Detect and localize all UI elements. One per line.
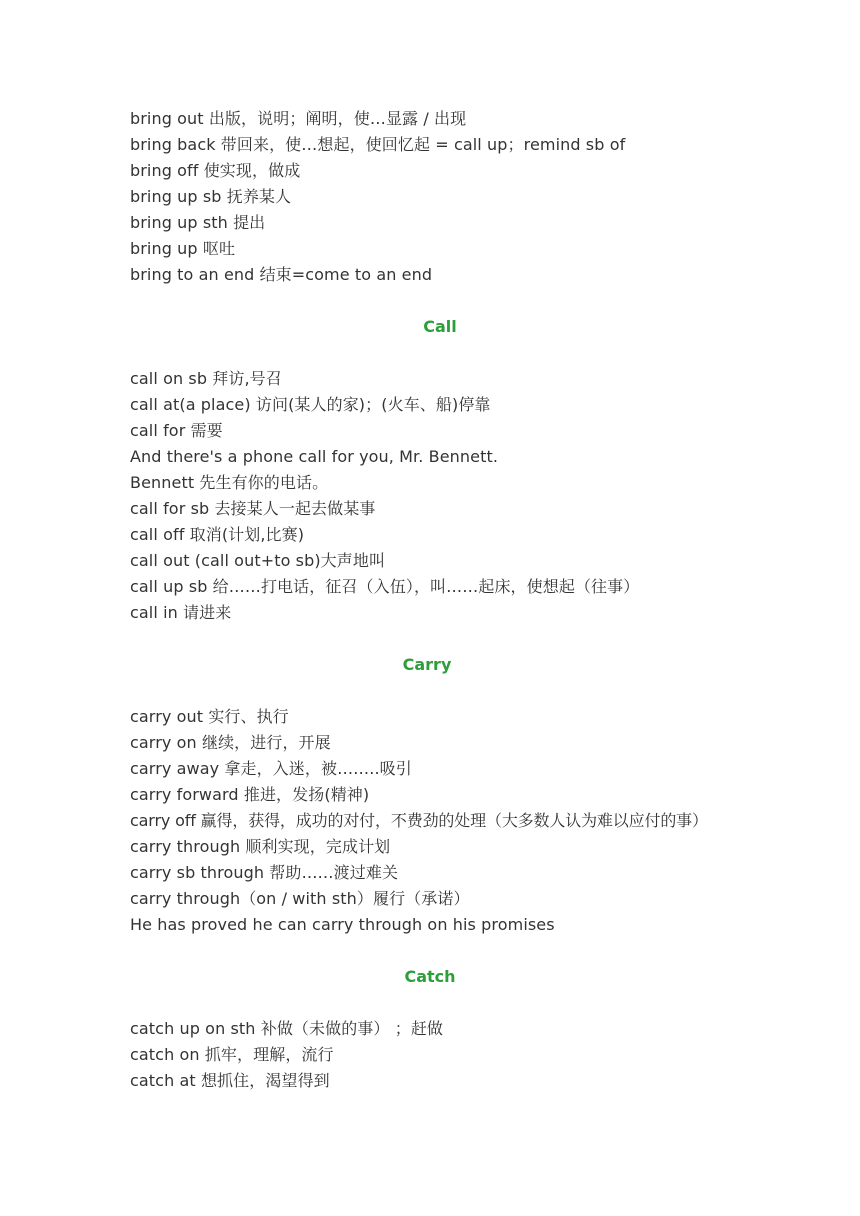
phrase-list-catch bbox=[130, 1016, 770, 1094]
phrase-line: bring back 带回来，使…想起，使回忆起 = call up；remind sb of bbox=[130, 135, 626, 154]
example-translation: Bennett 先生有你的电话。 bbox=[130, 473, 329, 492]
phrase-line: catch on 抓牢，理解，流行 bbox=[130, 1045, 334, 1064]
phrase-line: carry through 顺利实现，完成计划 bbox=[130, 837, 391, 856]
section-heading-catch: Catch bbox=[404, 967, 456, 986]
section-heading-carry: Carry bbox=[402, 655, 452, 674]
phrase-line: call at(a place) 访问(某人的家)；(火车、船)停靠 bbox=[130, 395, 491, 414]
phrase-line: carry forward 推进，发扬(精神) bbox=[130, 785, 370, 804]
phrase-line: call out (call out+to sb)大声地叫 bbox=[130, 551, 386, 570]
phrase-line: call in 请进来 bbox=[130, 603, 232, 622]
phrase-line: catch at 想抓住，渴望得到 bbox=[130, 1071, 330, 1090]
phrase-line: bring up sth 提出 bbox=[130, 213, 266, 232]
phrase-line: bring up 呕吐 bbox=[130, 239, 236, 258]
example-sentence: And there's a phone call for you, Mr. Bennett. bbox=[130, 447, 499, 466]
phrase-line: call for sb 去接某人一起去做某事 bbox=[130, 499, 376, 518]
phrase-line: bring off 使实现，做成 bbox=[130, 161, 301, 180]
phrase-line: call for 需要 bbox=[130, 421, 223, 440]
phrase-line: call on sb 拜访,号召 bbox=[130, 369, 282, 388]
phrase-list-carry bbox=[130, 704, 770, 938]
phrase-line: bring out 出版，说明；阐明，使…显露 / 出现 bbox=[130, 109, 467, 128]
phrase-line: carry off 赢得，获得，成功的对付，不费劲的处理（大多数人认为难以应付的事） bbox=[130, 811, 708, 830]
phrase-line: carry sb through 帮助……渡过难关 bbox=[130, 863, 399, 882]
phrase-line: call off 取消(计划,比赛) bbox=[130, 525, 305, 544]
phrase-list-intro bbox=[130, 106, 770, 288]
section-heading-call: Call bbox=[423, 317, 457, 336]
phrase-line: carry away 拿走，入迷，被……..吸引 bbox=[130, 759, 412, 778]
phrase-line: carry out 实行、执行 bbox=[130, 707, 289, 726]
phrase-line: bring to an end 结束=come to an end bbox=[130, 265, 433, 284]
phrase-list-call bbox=[130, 366, 770, 626]
phrase-line: carry on 继续，进行，开展 bbox=[130, 733, 331, 752]
phrase-line: call up sb 给……打电话，征召（入伍），叫……起床，使想起（往事） bbox=[130, 577, 640, 596]
phrase-line: catch up on sth 补做（未做的事） ；赶做 bbox=[130, 1019, 444, 1038]
example-sentence: He has proved he can carry through on his promises bbox=[130, 915, 555, 934]
phrase-line: bring up sb 抚养某人 bbox=[130, 187, 292, 206]
phrase-line: carry through（on / with sth）履行（承诺） bbox=[130, 889, 470, 908]
